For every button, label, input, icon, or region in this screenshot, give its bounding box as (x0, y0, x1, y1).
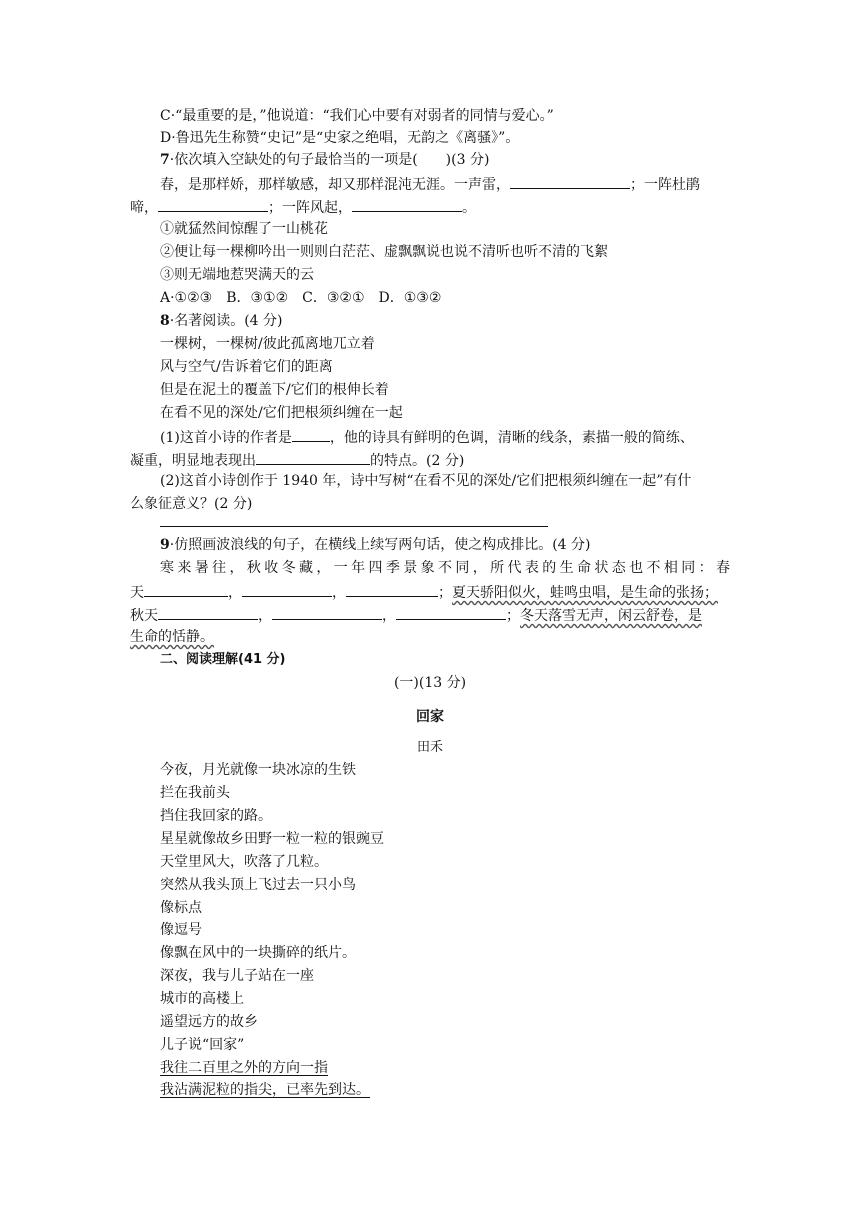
poem-line: 像逗号 (160, 922, 202, 938)
q8-stem-text: ·名著阅读。(4 分) (169, 313, 283, 329)
q7-text1: 春，是那样娇，那样敏感，却又那样混沌无涯。一声雷， (160, 177, 510, 193)
poem-line: 像标点 (160, 900, 202, 916)
q7-passage-line2 (130, 196, 476, 218)
q7-text2b: ；一阵风起， (268, 200, 352, 216)
q9-stem-text: ·仿照画波浪线的句子，在横线上续写两句话，使之构成排比。(4 分) (169, 537, 591, 553)
q8-poem-line: 但是在泥土的覆盖下/它们的根伸长着 (160, 382, 389, 398)
poem-underlined-line: 我沾满泥粒的指尖，已率先到达。 (160, 1082, 370, 1098)
q9-blank-5[interactable] (272, 604, 382, 620)
q9-sep: ， (228, 585, 242, 601)
q9-sep: ， (332, 585, 346, 601)
poem-line: 突然从我头顶上飞过去一只小鸟 (160, 877, 356, 893)
q7-stem (160, 150, 489, 170)
q9-line2 (130, 581, 718, 603)
poem-line: 像飘在风中的一块撕碎的纸片。 (160, 945, 356, 961)
poem-line: 深夜，我与儿子站在一座 (160, 968, 314, 984)
q9-blank-1[interactable] (144, 581, 228, 597)
poem-line: 星星就像故乡田野一粒一粒的银豌豆 (160, 831, 384, 847)
q9-blank-6[interactable] (396, 604, 506, 620)
q8-sub1a: (1)这首小诗的作者是 (160, 430, 292, 446)
q6-option-d: D·鲁迅先生称赞“史记”是“史家之绝唱，无韵之《离骚》”。 (160, 130, 520, 146)
q9-sep: ， (258, 608, 272, 624)
q6-option-c: C·“最重要的是，”他说道：“我们心中要有对弱者的同情与爱心。” (160, 108, 554, 124)
q7-stem-text: ·依次填入空缺处的句子最恰当的一项是( )(3 分) (169, 152, 490, 168)
q8-poem-line: 在看不见的深处/它们把根须纠缠在一起 (160, 405, 403, 421)
q9-model-sentence-2-end: 生命的恬静。 (130, 629, 214, 645)
poem-underlined-line: 我往二百里之外的方向一指 (160, 1060, 328, 1076)
q7-text2a: 啼， (130, 200, 158, 216)
q8-sub2-line2: 么象征意义？(2 分) (130, 496, 253, 512)
q7-text2c: 。 (462, 200, 476, 216)
poem-line: 拦在我前头 (160, 785, 230, 801)
q9-blank-2[interactable] (242, 581, 332, 597)
q8-number: 8 (160, 313, 170, 329)
q9-sep: ； (506, 608, 520, 624)
q9-line3 (130, 604, 702, 626)
q7-number: 7 (160, 152, 170, 168)
q9-line4 (130, 627, 214, 647)
poem-line: 遥望远方的故乡 (160, 1014, 258, 1030)
q7-blank-2[interactable] (158, 196, 268, 212)
q7-passage-line1 (160, 173, 700, 195)
q8-poem-line: 一棵树，一棵树/彼此孤离地兀立着 (160, 336, 375, 352)
q7-options: A·①②③ B．③①② C．③②① D．①③② (160, 290, 442, 306)
poem-title: 回家 (416, 709, 444, 725)
q7-text1b: ；一阵杜鹃 (630, 177, 700, 193)
q8-sub1d: 的特点。(2 分) (370, 453, 465, 469)
q7-sentence-2: ②便让每一棵柳吟出一则则白茫茫、虚飘飘说也说不清听也听不清的飞絮 (160, 244, 608, 260)
poem-author: 田禾 (416, 740, 443, 755)
q9-blank-3[interactable] (346, 581, 438, 597)
q8-author-blank[interactable] (292, 426, 330, 442)
q9-model-sentence-2: 冬天落雪无声，闲云舒卷，是 (520, 608, 702, 624)
q9-sep: ， (382, 608, 396, 624)
q8-sub2-line1: (2)这首小诗创作于 1940 年，诗中写树“在看不见的深处/它们把根须纠缠在一起”有什 (160, 473, 692, 489)
poem-line: 今夜，月光就像一块冰凉的生铁 (160, 762, 356, 778)
q8-feature-blank[interactable] (256, 449, 370, 465)
q7-blank-3[interactable] (352, 196, 462, 212)
q8-answer-line[interactable] (160, 526, 548, 527)
poem-line: 天堂里风大，吹落了几粒。 (160, 854, 328, 870)
q8-sub1-line1 (160, 426, 694, 448)
poem-line: 挡住我回家的路。 (160, 808, 272, 824)
section2-part-label: (一)(13 分) (393, 675, 467, 691)
poem-line: 城市的高楼上 (160, 991, 244, 1007)
poem-line: 儿子说“回家” (160, 1037, 245, 1053)
q7-sentence-1: ①就猛然间惊醒了一山桃花 (160, 221, 328, 237)
q9-blank-4[interactable] (158, 604, 258, 620)
q9-line2a: 天 (130, 585, 144, 601)
q9-model-sentence-1: 夏天骄阳似火，蛙鸣虫唱，是生命的张扬； (452, 585, 718, 601)
q8-stem (160, 311, 282, 331)
q8-sub1b: ，他的诗具有鲜明的色调，清晰的线条，素描一般的简练、 (329, 430, 694, 446)
q8-sub1-line2 (130, 449, 464, 471)
q8-sub1c: 凝重，明显地表现出 (130, 453, 256, 469)
q9-line1-text: 寒来暑往，秋收冬藏，一年四季景象不同，所代表的生命状态也不相同：春 (160, 560, 730, 576)
q7-sentence-3: ③则无端地惹哭满天的云 (160, 267, 314, 283)
q9-sep: ； (438, 585, 452, 601)
q9-number: 9 (160, 537, 170, 553)
q9-stem (160, 535, 590, 555)
q9-line1 (160, 558, 730, 578)
q8-poem-line: 风与空气/告诉着它们的距离 (160, 359, 333, 375)
q7-blank-1[interactable] (510, 173, 630, 189)
q9-line3a: 秋天 (130, 608, 158, 624)
section2-heading: 二、阅读理解(41 分) (160, 652, 286, 667)
